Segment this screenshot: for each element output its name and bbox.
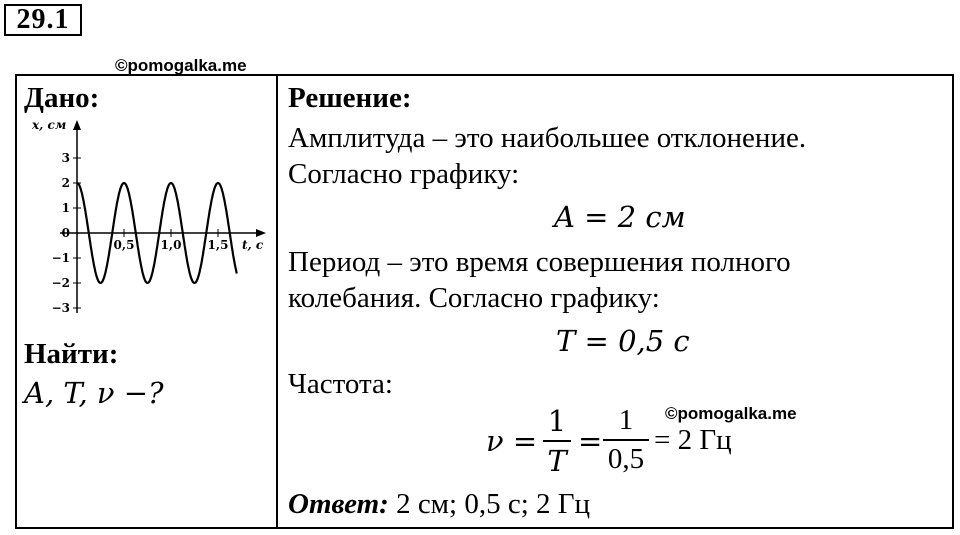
x-axis-label: t, с [242,238,264,252]
y-tick-label: −1 [51,251,70,265]
fraction-1-over-T [543,404,571,478]
solution-line-1: Амплитуда – это наибольшее отклонение. [288,122,807,154]
find-heading: Найти: [24,338,119,370]
oscillation-graph [20,118,270,323]
amplitude-equation: A = 2 см [554,200,686,234]
freq-numerator-1: 1 [547,404,567,438]
period-equation: T = 0,5 с [556,324,690,358]
freq-numerator-2: 1 [618,404,634,436]
freq-equals: = [578,424,603,458]
y-axis-arrow [73,120,81,130]
answer-line [288,488,590,521]
y-tick-label: −2 [51,276,70,290]
freq-denominator-1: T [547,444,567,478]
freq-lhs: ν = [486,424,538,458]
y-tick-label: 2 [61,176,70,190]
y-axis-label: x, см [32,118,67,132]
solution-line-4: колебания. Согласно графику: [288,282,660,314]
x-tick-label: 0,5 [113,238,135,252]
solution-line-5: Частота: [288,368,393,400]
freq-rhs: = 2 Гц [654,424,732,456]
watermark-top: ©pomogalka.me [115,56,247,75]
find-text: A, T, ν −? [24,376,164,410]
problem-number: 29.1 [4,4,82,36]
solution-heading: Решение: [288,82,412,114]
fraction-1-over-0-5 [603,404,649,476]
y-tick-label: 3 [61,151,70,165]
x-axis-arrow [256,229,266,237]
y-tick-label: 1 [61,201,70,215]
solution-line-3: Период – это время совершения полного [288,246,791,278]
x-tick-label: 1,5 [207,238,229,252]
freq-denominator-2: 0,5 [607,443,645,475]
solution-line-2: Согласно графику: [288,158,520,190]
answer-text: 2 см; 0,5 с; 2 Гц [388,488,591,520]
answer-label: Ответ: [288,488,389,520]
y-tick-label: −3 [51,301,70,315]
x-tick-label: 1,0 [160,238,182,252]
column-divider [276,74,278,529]
given-heading: Дано: [24,82,100,114]
watermark-middle: ©pomogalka.me [665,404,797,423]
y-tick-label: 0 [61,226,70,240]
